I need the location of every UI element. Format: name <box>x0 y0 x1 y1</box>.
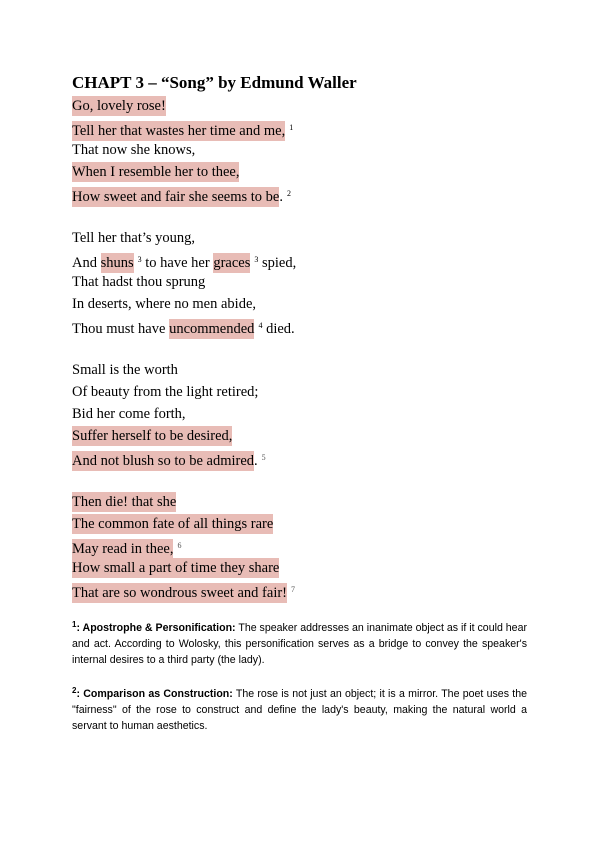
highlighted-text: Then die! that she <box>72 494 177 510</box>
highlighted-text: And not blush so to be admired <box>72 453 255 469</box>
punctuation: . <box>279 189 283 205</box>
line-text: And <box>72 255 101 271</box>
line-text: to have her <box>141 255 214 271</box>
poem-line: That hadst thou sprung <box>72 274 206 290</box>
footnote-marker: 3 <box>137 255 142 264</box>
footnote-marker: 5 <box>261 453 266 462</box>
poem-line <box>72 491 542 513</box>
note-number: 2 <box>72 686 77 695</box>
poem-line: That now she knows, <box>72 142 196 158</box>
poem-line <box>72 315 542 337</box>
highlighted-text: That are so wondrous sweet and fair! <box>72 585 288 601</box>
line-text: died. <box>262 321 295 337</box>
highlighted-text: Tell her that wastes her time and me, <box>72 123 286 139</box>
note-number: 1 <box>72 620 77 629</box>
footnote-marker: 2 <box>287 189 291 198</box>
poem-line <box>72 183 542 205</box>
chapter-title: CHAPT 3 – “Song” by Edmund Waller <box>72 73 357 92</box>
highlighted-word: shuns <box>100 255 134 271</box>
poem-line <box>72 249 542 271</box>
note-2 <box>72 683 527 734</box>
highlighted-text: When I resemble her to thee, <box>72 164 240 180</box>
poem-line <box>72 557 542 579</box>
footnote-marker: 7 <box>291 585 296 594</box>
poem-line: Small is the worth <box>72 362 178 378</box>
poem-line: Tell her that’s young, <box>72 230 196 246</box>
punctuation: . <box>254 453 258 469</box>
poem-line: In deserts, where no men abide, <box>72 296 257 312</box>
poem-line: Of beauty from the light retired; <box>72 384 259 400</box>
note-text: The speaker addresses an inanimate object as if it could hear and act. According to Wolosky, this personification serves as a bridge to convey the speaker's internal desires to a third party (the lady). <box>72 622 527 666</box>
poem-line <box>72 425 542 447</box>
poem-line <box>72 95 542 117</box>
note-text: The rose is not just an object; it is a mirror. The poet uses the "fairness" of the rose to construct and define the lady's beauty, making the natural world a servant to human aesthetics. <box>72 688 527 732</box>
footnote-marker: 3 <box>254 255 259 264</box>
poem-line <box>72 161 542 183</box>
highlighted-text: How sweet and fair she seems to be <box>72 189 280 205</box>
poem-line <box>72 447 542 469</box>
highlighted-text: The common fate of all things rare <box>72 516 274 532</box>
footnote-marker: 1 <box>289 123 294 132</box>
annotation-notes <box>72 617 527 734</box>
footnote-marker: 4 <box>258 321 263 330</box>
footnote-marker: 6 <box>177 541 182 550</box>
poem <box>72 95 542 601</box>
highlighted-text: How small a part of time they share <box>72 560 280 576</box>
note-1 <box>72 617 527 668</box>
poem-line <box>72 579 542 601</box>
highlighted-word: uncommended <box>169 321 255 337</box>
line-text: Thou must have <box>72 321 170 337</box>
highlighted-text: May read in thee, <box>72 541 174 557</box>
note-term: : Comparison as Construction: <box>76 688 233 700</box>
poem-line <box>72 513 542 535</box>
highlighted-text: Go, lovely rose! <box>72 98 166 114</box>
note-term: : Apostrophe & Personification: <box>76 622 236 634</box>
highlighted-text: Suffer herself to be desired, <box>72 428 233 444</box>
highlighted-word: graces <box>213 255 251 271</box>
line-text: spied, <box>258 255 297 271</box>
poem-line <box>72 117 542 139</box>
poem-line <box>72 535 542 557</box>
poem-line: Bid her come forth, <box>72 406 186 422</box>
